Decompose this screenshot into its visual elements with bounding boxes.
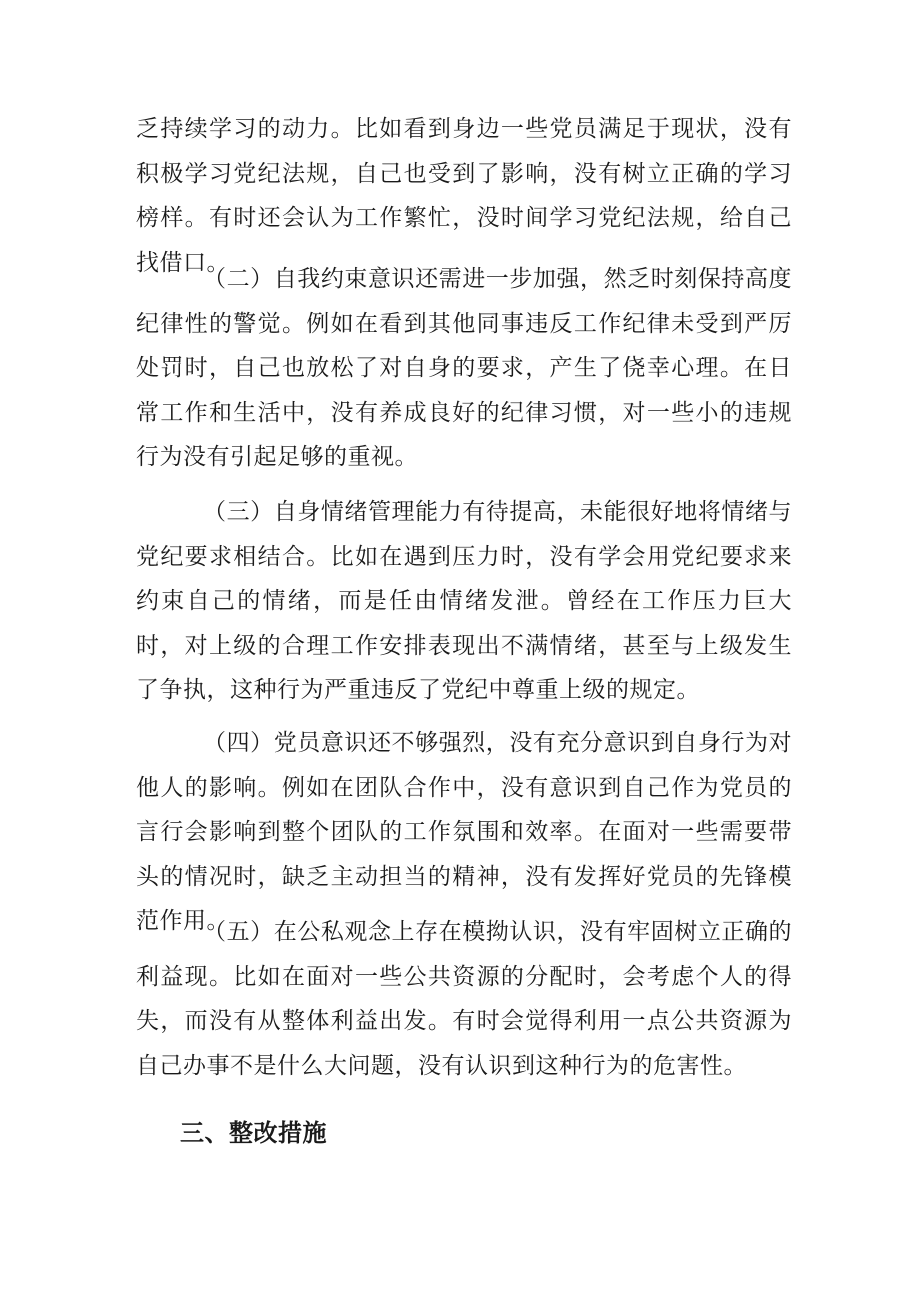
paragraph-continuation: 乏持续学习的动力。比如看到身边一些党员满足于现状，没有积极学习党纪法规，自己也受到了影响，没有树立正确的学习榜样。有时还会认为工作繁忙，没时间学习党纪法规，给自己找借口。 xyxy=(136,116,792,276)
paragraph-item-4: （四）党员意识还不够强烈，没有充分意识到自身行为对他人的影响。例如在团队合作中，没有意识到自己作为党员的言行会影响到整个团队的工作氛围和效率。在面对一些需要带头的情况时，缺乏主动担当的精神，没有发挥好党员的先锋模范作用。 xyxy=(136,730,792,934)
paragraph-item-3: （三）自身情绪管理能力有待提高，未能很好地将情绪与党纪要求相结合。比如在遇到压力时，没有学会用党纪要求来约束自己的情绪，而是任由情绪发泄。曾经在工作压力巨大时，对上级的合理工作安排表现出不满情绪，甚至与上级发生了争执，这种行为严重违反了党纪中尊重上级的规定。 xyxy=(136,499,792,703)
paragraph-item-2: （二）自我约束意识还需进一步加强，然乏时刻保持高度纪律性的警觉。例如在看到其他同事违反工作纪律未受到严厉处罚时，自己也放松了对自身的要求，产生了侥幸心理。在日常工作和生活中，没有养成良好的纪律习惯，对一些小的违规行为没有引起足够的重视。 xyxy=(136,266,792,470)
paragraph-item-5: （五）在公私观念上存在模拗认识，没有牢固树立正确的利益现。比如在面对一些公共资源的分配时，会考虑个人的得失，而没有从整体利益出发。有时会觉得利用一点公共资源为自己办事不是什么大问题，没有认识到这种行为的危害性。 xyxy=(136,919,792,1079)
section-heading: 三、整改措施 xyxy=(180,1119,327,1147)
